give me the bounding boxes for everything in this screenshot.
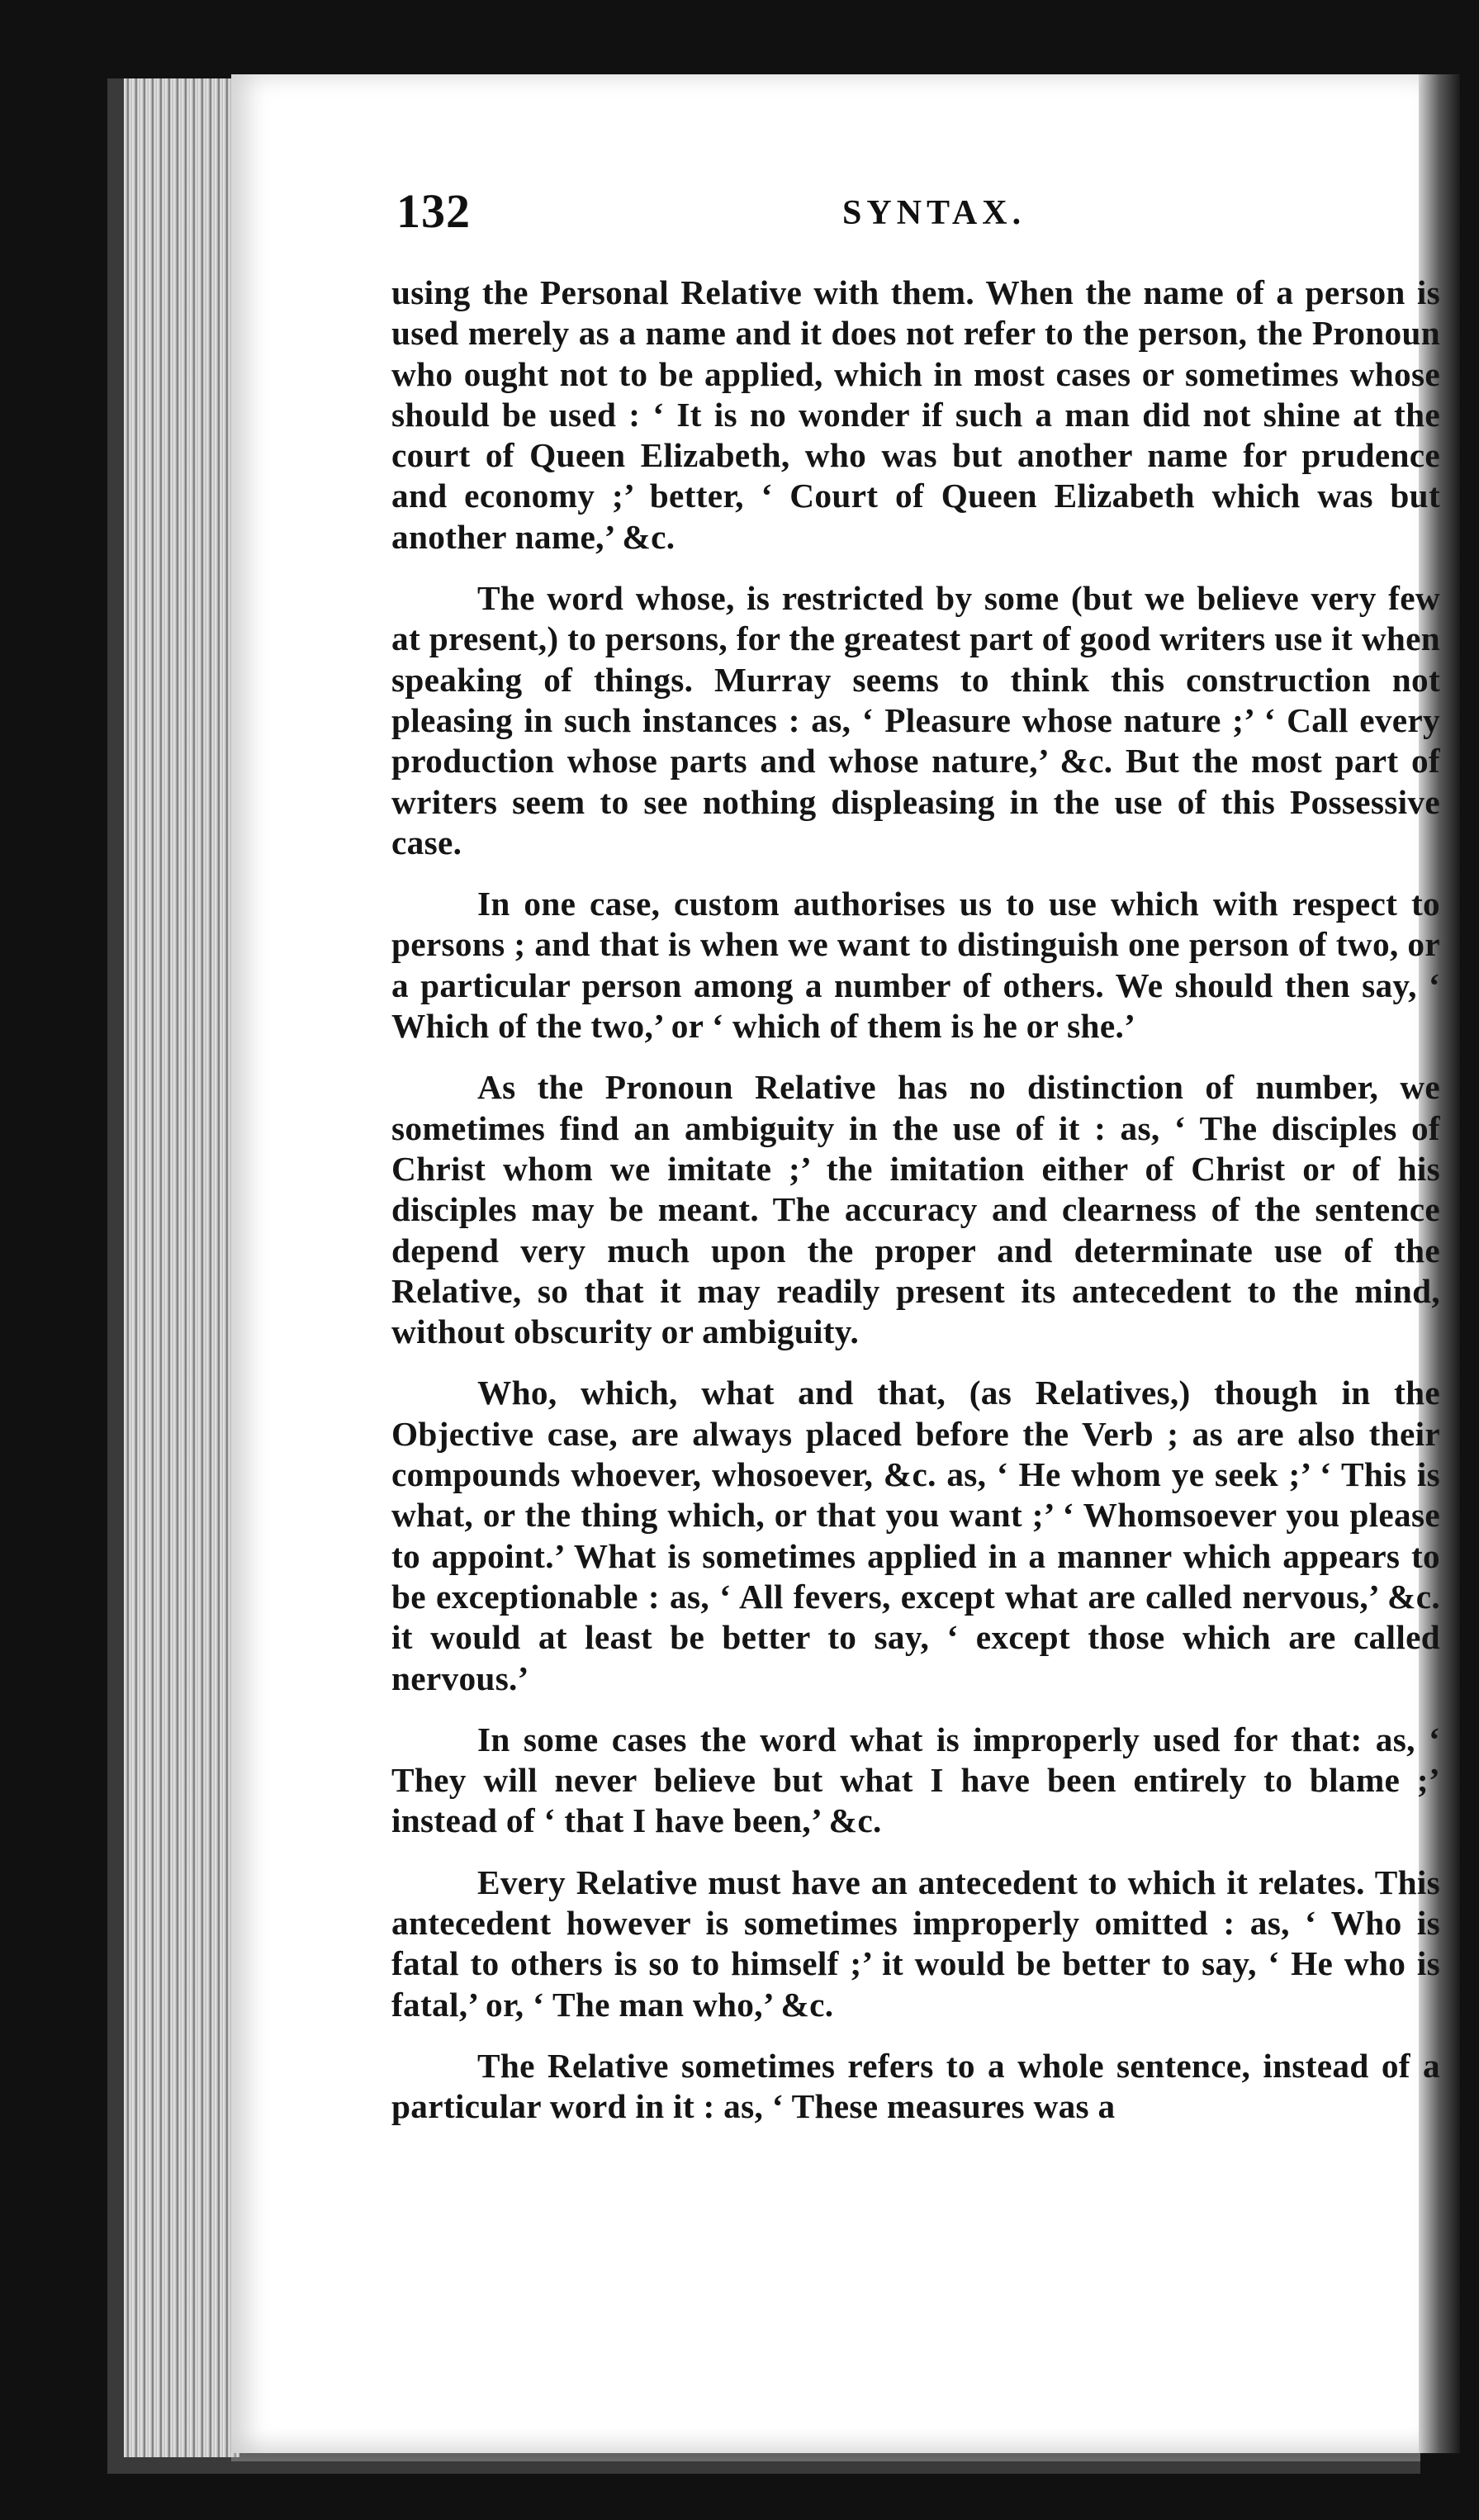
paragraph: The word whose, is restricted by some (but we believe very few at present,) to persons, for the greatest part of good writers use it when speaking of things. Murray seems to think this construction not pleasing in such instances : as, ‘ Pleasure whose nature ;’ ‘ Call every production whose parts and whose nature,’ &c. But the most part of writers seem to see nothing displeasing in the use of this Possessive case.	[391, 579, 1440, 861]
paragraph: Every Relative must have an antecedent to which it relates. This antecedent however is sometimes improperly omitted : as, ‘ Who is fatal to others is so to himself ;’ it would be better to say, ‘ He who is fatal,’ or, ‘ The man who,’ &c.	[391, 1863, 1440, 2024]
page-bottom-shadow	[231, 2428, 1420, 2461]
paragraph: As the Pronoun Relative has no distinction of number, we sometimes find an ambiguity in the use of it : as, ‘ The disciples of Christ whom we imitate ;’ the imitation either of Christ or of his disciples may be meant. The accuracy and clearness of the sentence depend very much upon the proper and determinate use of the Relative, so that it may readily present its antecedent to the mind, without obscurity or ambiguity.	[391, 1068, 1440, 1351]
page-header	[396, 183, 1429, 241]
paragraph: The Relative sometimes refers to a whole sentence, instead of a particular word in it : as, ‘ These measures was a	[391, 2046, 1440, 2126]
page-number: 132	[396, 184, 471, 238]
page-edges	[124, 78, 239, 2457]
running-head: SYNTAX.	[842, 194, 1026, 232]
paragraph: In some cases the word what is improperly used for that: as, ‘ They will never believe but what I have been entirely to blame ;’ instead of ‘ that I have been,’ &c.	[391, 1720, 1440, 1840]
paragraph: Who, which, what and that, (as Relatives,) though in the Objective case, are always placed before the Verb ; as are also their compounds whoever, whosoever, &c. as, ‘ He whom ye seek ;’ ‘ This is what, or the thing which, or that you want ;’ ‘ Whomsoever you please to appoint.’ What is sometimes applied in a manner which appears to be exceptionable : as, ‘ All fevers, except what are called nervous,’ &c. it would at least be better to say, ‘ except those which are called nervous.’	[391, 1374, 1440, 1697]
body-text	[391, 273, 1440, 2127]
paragraph: using the Personal Relative with them. When the name of a person is used merely as a name and it does not refer to the person, the Pronoun who ought not to be applied, which in most cases or sometimes whose should be used : ‘ It is no wonder if such a man did not shine at the court of Queen Elizabeth, who was but another name for prudence and economy ;’ better, ‘ Court of Queen Elizabeth which was but another name,’ &c.	[391, 273, 1440, 556]
paragraph: In one case, custom authorises us to use which with respect to persons ; and that is when we want to distinguish one person of two, or a particular person among a number of others. We should then say, ‘ Which of the two,’ or ‘ which of them is he or she.’	[391, 885, 1440, 1046]
